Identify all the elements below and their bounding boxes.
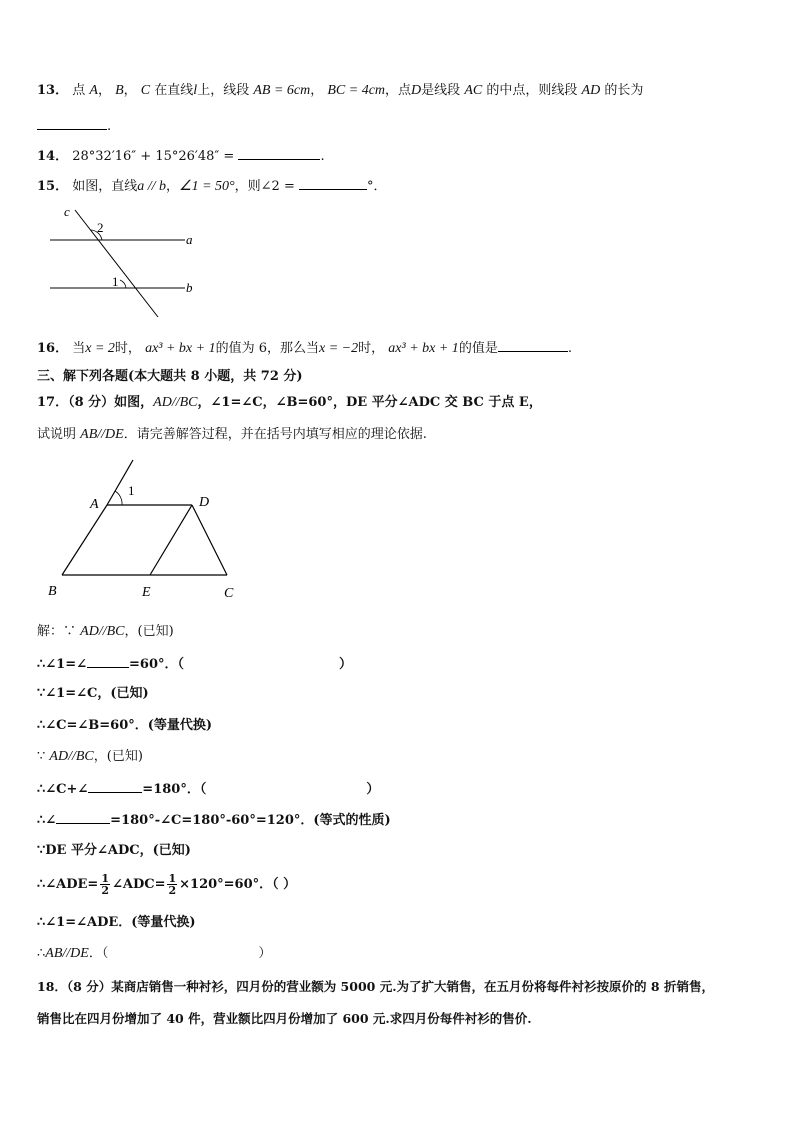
text: ．请完善解答过程，并在括号内填写相应的理论依据. (123, 427, 427, 442)
period: . (320, 149, 325, 164)
text: 在直线 (154, 83, 194, 98)
question-number: 15． (37, 179, 69, 194)
period: . (107, 119, 112, 134)
solution-step-8: ∵DE 平分∠ADC，(已知) (37, 843, 191, 858)
text: ，则∠2 = (234, 179, 295, 194)
text: 如图，直线 (72, 179, 138, 194)
text: （8 分）如图， (68, 395, 154, 410)
solution-step-1 (37, 623, 174, 641)
text: 当 (72, 341, 86, 356)
answer-blank[interactable] (238, 146, 320, 160)
math-ad-bc: AD//BC (80, 624, 125, 639)
text: 时， (358, 341, 385, 356)
math-ab-de: AB//DE (80, 427, 124, 442)
label-2: 2 (97, 220, 104, 235)
text: ∠ADC= (111, 877, 166, 892)
expression: 28°32′16″ + 15°26′48″ = (72, 149, 235, 164)
question-number: 13． (37, 83, 69, 98)
solution-step-9 (37, 872, 296, 898)
text: ∴∠C+∠ (37, 782, 89, 797)
label-c: C (224, 586, 234, 601)
text: ∴∠ (37, 813, 57, 828)
solution-step-10: ∴∠1=∠ADE．(等量代换) (37, 915, 196, 930)
label-d: D (199, 495, 210, 510)
section-title: 三、解下列各题(本大题共 8 小题，共 72 分) (37, 369, 303, 384)
answer-blank[interactable] (87, 654, 129, 668)
question-number: 16． (37, 341, 69, 356)
text: =180°-∠C=180°-60°=120°．(等式的性质) (110, 813, 391, 828)
math-d: D (411, 83, 422, 98)
text: 解：∵ (37, 624, 77, 639)
text: ） (366, 782, 380, 797)
period: . (567, 341, 572, 356)
text: 上，线段 (197, 83, 250, 98)
text: ，(已知) (93, 749, 143, 764)
math-ad: AD (581, 83, 601, 98)
figure-trapezoid (40, 455, 250, 605)
fraction-half (167, 873, 177, 896)
text: =60°．（ (129, 657, 184, 672)
math-x2: x = −2 (319, 341, 359, 356)
denominator: 2 (168, 884, 177, 897)
text: ，(已知) (124, 624, 174, 639)
text: 试说明 (37, 427, 77, 442)
label-a: a (186, 232, 193, 247)
math-expr2: ax³ + bx + 1 (388, 341, 459, 356)
math-x1: x = 2 (85, 341, 115, 356)
answer-blank[interactable] (37, 116, 107, 130)
text: （8 分）某商店销售一种衬衫，四月份的营业额为 5000 元.为了扩大销售，在五月份将每件衬衫按原价的 8 折销售， (66, 979, 714, 994)
text: 点 (72, 83, 86, 98)
text: ∵ (37, 749, 46, 764)
segment-ab (62, 505, 107, 575)
math-ad-bc: AD//BC (49, 749, 94, 764)
math-ab-de: AB//DE (45, 946, 89, 961)
text: ，点 (385, 83, 412, 98)
question-15 (37, 176, 387, 196)
text: 的长为 (604, 83, 644, 98)
numerator: 1 (168, 872, 177, 885)
solution-step-7 (37, 810, 391, 830)
segment-de (150, 505, 192, 575)
math-b: B (115, 83, 124, 98)
label-b: b (186, 280, 193, 295)
answer-line-13 (37, 116, 111, 136)
text: ，∠1=∠C，∠B=60°，DE 平分∠ADC 交 BC 于点 E， (197, 395, 542, 410)
fraction-half (100, 873, 110, 896)
solution-step-5 (37, 748, 143, 766)
question-18-line1 (37, 978, 714, 996)
solution-step-2 (37, 654, 352, 674)
angle-1-arc (115, 491, 122, 505)
segment-dc (192, 505, 227, 575)
text: 时， (114, 341, 141, 356)
text: 的值为 6，那么当 (215, 341, 320, 356)
answer-blank[interactable] (498, 338, 568, 352)
solution-step-4: ∴∠C=∠B=60°．(等量代换) (37, 718, 213, 733)
transversal-c (75, 210, 158, 317)
question-number: 18． (37, 979, 67, 994)
solution-step-6 (37, 779, 379, 799)
degree-period: °． (367, 179, 387, 194)
question-17-line1 (37, 394, 542, 412)
text: ， (166, 179, 180, 194)
text: ×120°=60°．（ ） (179, 877, 297, 892)
denominator: 2 (101, 884, 109, 897)
text: =180°．（ (142, 782, 207, 797)
text: ．（ (88, 946, 109, 961)
label-a: A (90, 497, 99, 512)
text: 的中点，则线段 (486, 83, 578, 98)
numerator: 1 (101, 872, 109, 885)
text: ） (258, 946, 272, 961)
text: ∴ (37, 946, 46, 961)
math-bc: BC = 4cm (327, 83, 386, 98)
answer-blank[interactable] (299, 176, 367, 190)
answer-blank[interactable] (88, 779, 142, 793)
math-ab: AB = 6cm (253, 83, 311, 98)
solution-step-3: ∵∠1=∠C，(已知) (37, 686, 149, 701)
angle-1-arc (120, 280, 126, 288)
text: ∴∠ADE= (37, 877, 99, 892)
question-14 (37, 146, 325, 166)
label-1: 1 (128, 483, 135, 498)
answer-blank[interactable] (56, 810, 110, 824)
question-17-line2 (37, 426, 427, 444)
math-c: C (140, 83, 151, 98)
math-expr1: ax³ + bx + 1 (145, 341, 216, 356)
question-13: 13． 点 A， B， C 在直线l上，线段 AB = 6cm， BC = 4cm，点D是线段 AC 的中点，则线段 AD 的长为 (37, 83, 644, 98)
solution-step-11 (37, 945, 271, 963)
label-1: 1 (112, 274, 119, 289)
text: ） (338, 657, 352, 672)
label-b: B (48, 584, 57, 599)
question-number: 17． (37, 395, 69, 410)
question-number: 14． (37, 149, 69, 164)
label-c: c (64, 204, 70, 219)
math-l: l (193, 83, 198, 98)
math-angle1: ∠1 = 50° (179, 179, 235, 194)
text: ∴∠1=∠ (37, 657, 87, 672)
math-parallel: a // b (137, 179, 167, 194)
question-16 (37, 338, 572, 358)
label-e: E (142, 585, 151, 600)
text: 是线段 (421, 83, 461, 98)
text: 的值是 (458, 341, 498, 356)
math-ad-bc: AD//BC (153, 395, 198, 410)
math-a: A (89, 83, 98, 98)
math-ac: AC (464, 83, 483, 98)
question-18-line2: 销售比在四月份增加了 40 件，营业额比四月份增加了 600 元.求四月份每件衬衫的售价. (37, 1011, 532, 1026)
figure-parallel-lines (40, 200, 210, 325)
